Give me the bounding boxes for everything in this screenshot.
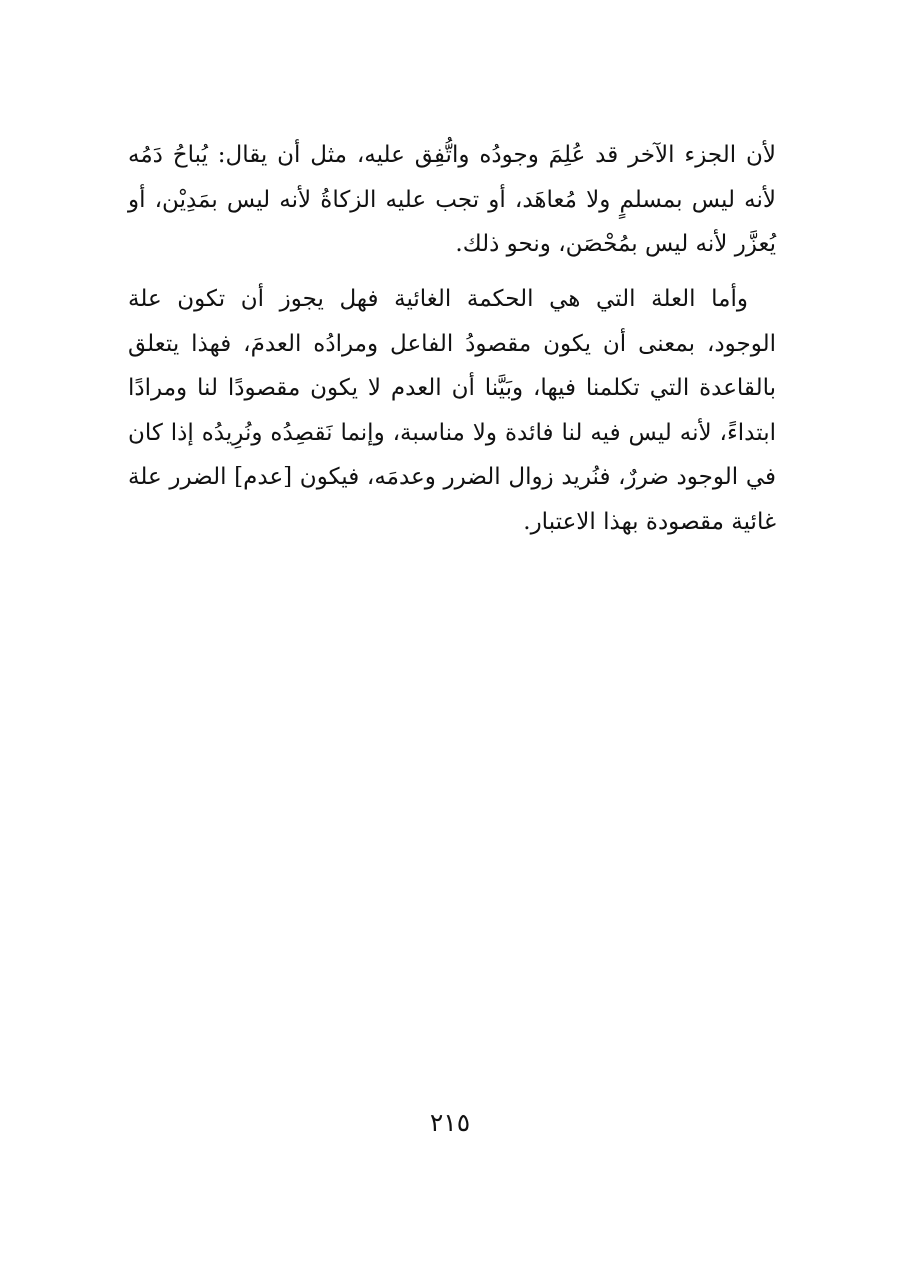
paragraph-1 (128, 133, 776, 267)
paragraph-2 (128, 277, 776, 544)
text-line: ابتداءً، لأنه ليس فيه لنا فائدة ولا مناسبة، وإنما نَقصِدُه ونُرِيدُه إذا كان (128, 419, 776, 446)
text-line: الوجود، بمعنى أن يكون مقصودُ الفاعل ومرادُه العدمَ، فهذا يتعلق (128, 330, 776, 357)
text-line: لأن الجزء الآخر قد عُلِمَ وجودُه واتُّفِق عليه، مثل أن يقال: يُباحُ دَمُه (128, 142, 776, 168)
page-number: ٢١٥ (429, 1108, 471, 1137)
text-line: يُعزَّر لأنه ليس بمُحْصَن، ونحو ذلك. (455, 231, 776, 257)
text-line: لأنه ليس بمسلمٍ ولا مُعاهَد، أو تجب عليه الزكاةُ لأنه ليس بمَدِيْن، أو (128, 186, 776, 213)
text-line: بالقاعدة التي تكلمنا فيها، وبَيَّنا أن العدم لا يكون مقصودًا لنا ومرادًا (128, 375, 776, 401)
text-line-content: وأما العلة التي هي الحكمة الغائية فهل يجوز أن تكون علة (128, 286, 748, 312)
text-line-first (128, 277, 776, 322)
text-line: غائية مقصودة بهذا الاعتبار. (523, 508, 776, 535)
text-line: في الوجود ضررٌ، فنُريد زوال الضرر وعدمَه، فيكون [عدم] الضرر علة (128, 464, 776, 490)
